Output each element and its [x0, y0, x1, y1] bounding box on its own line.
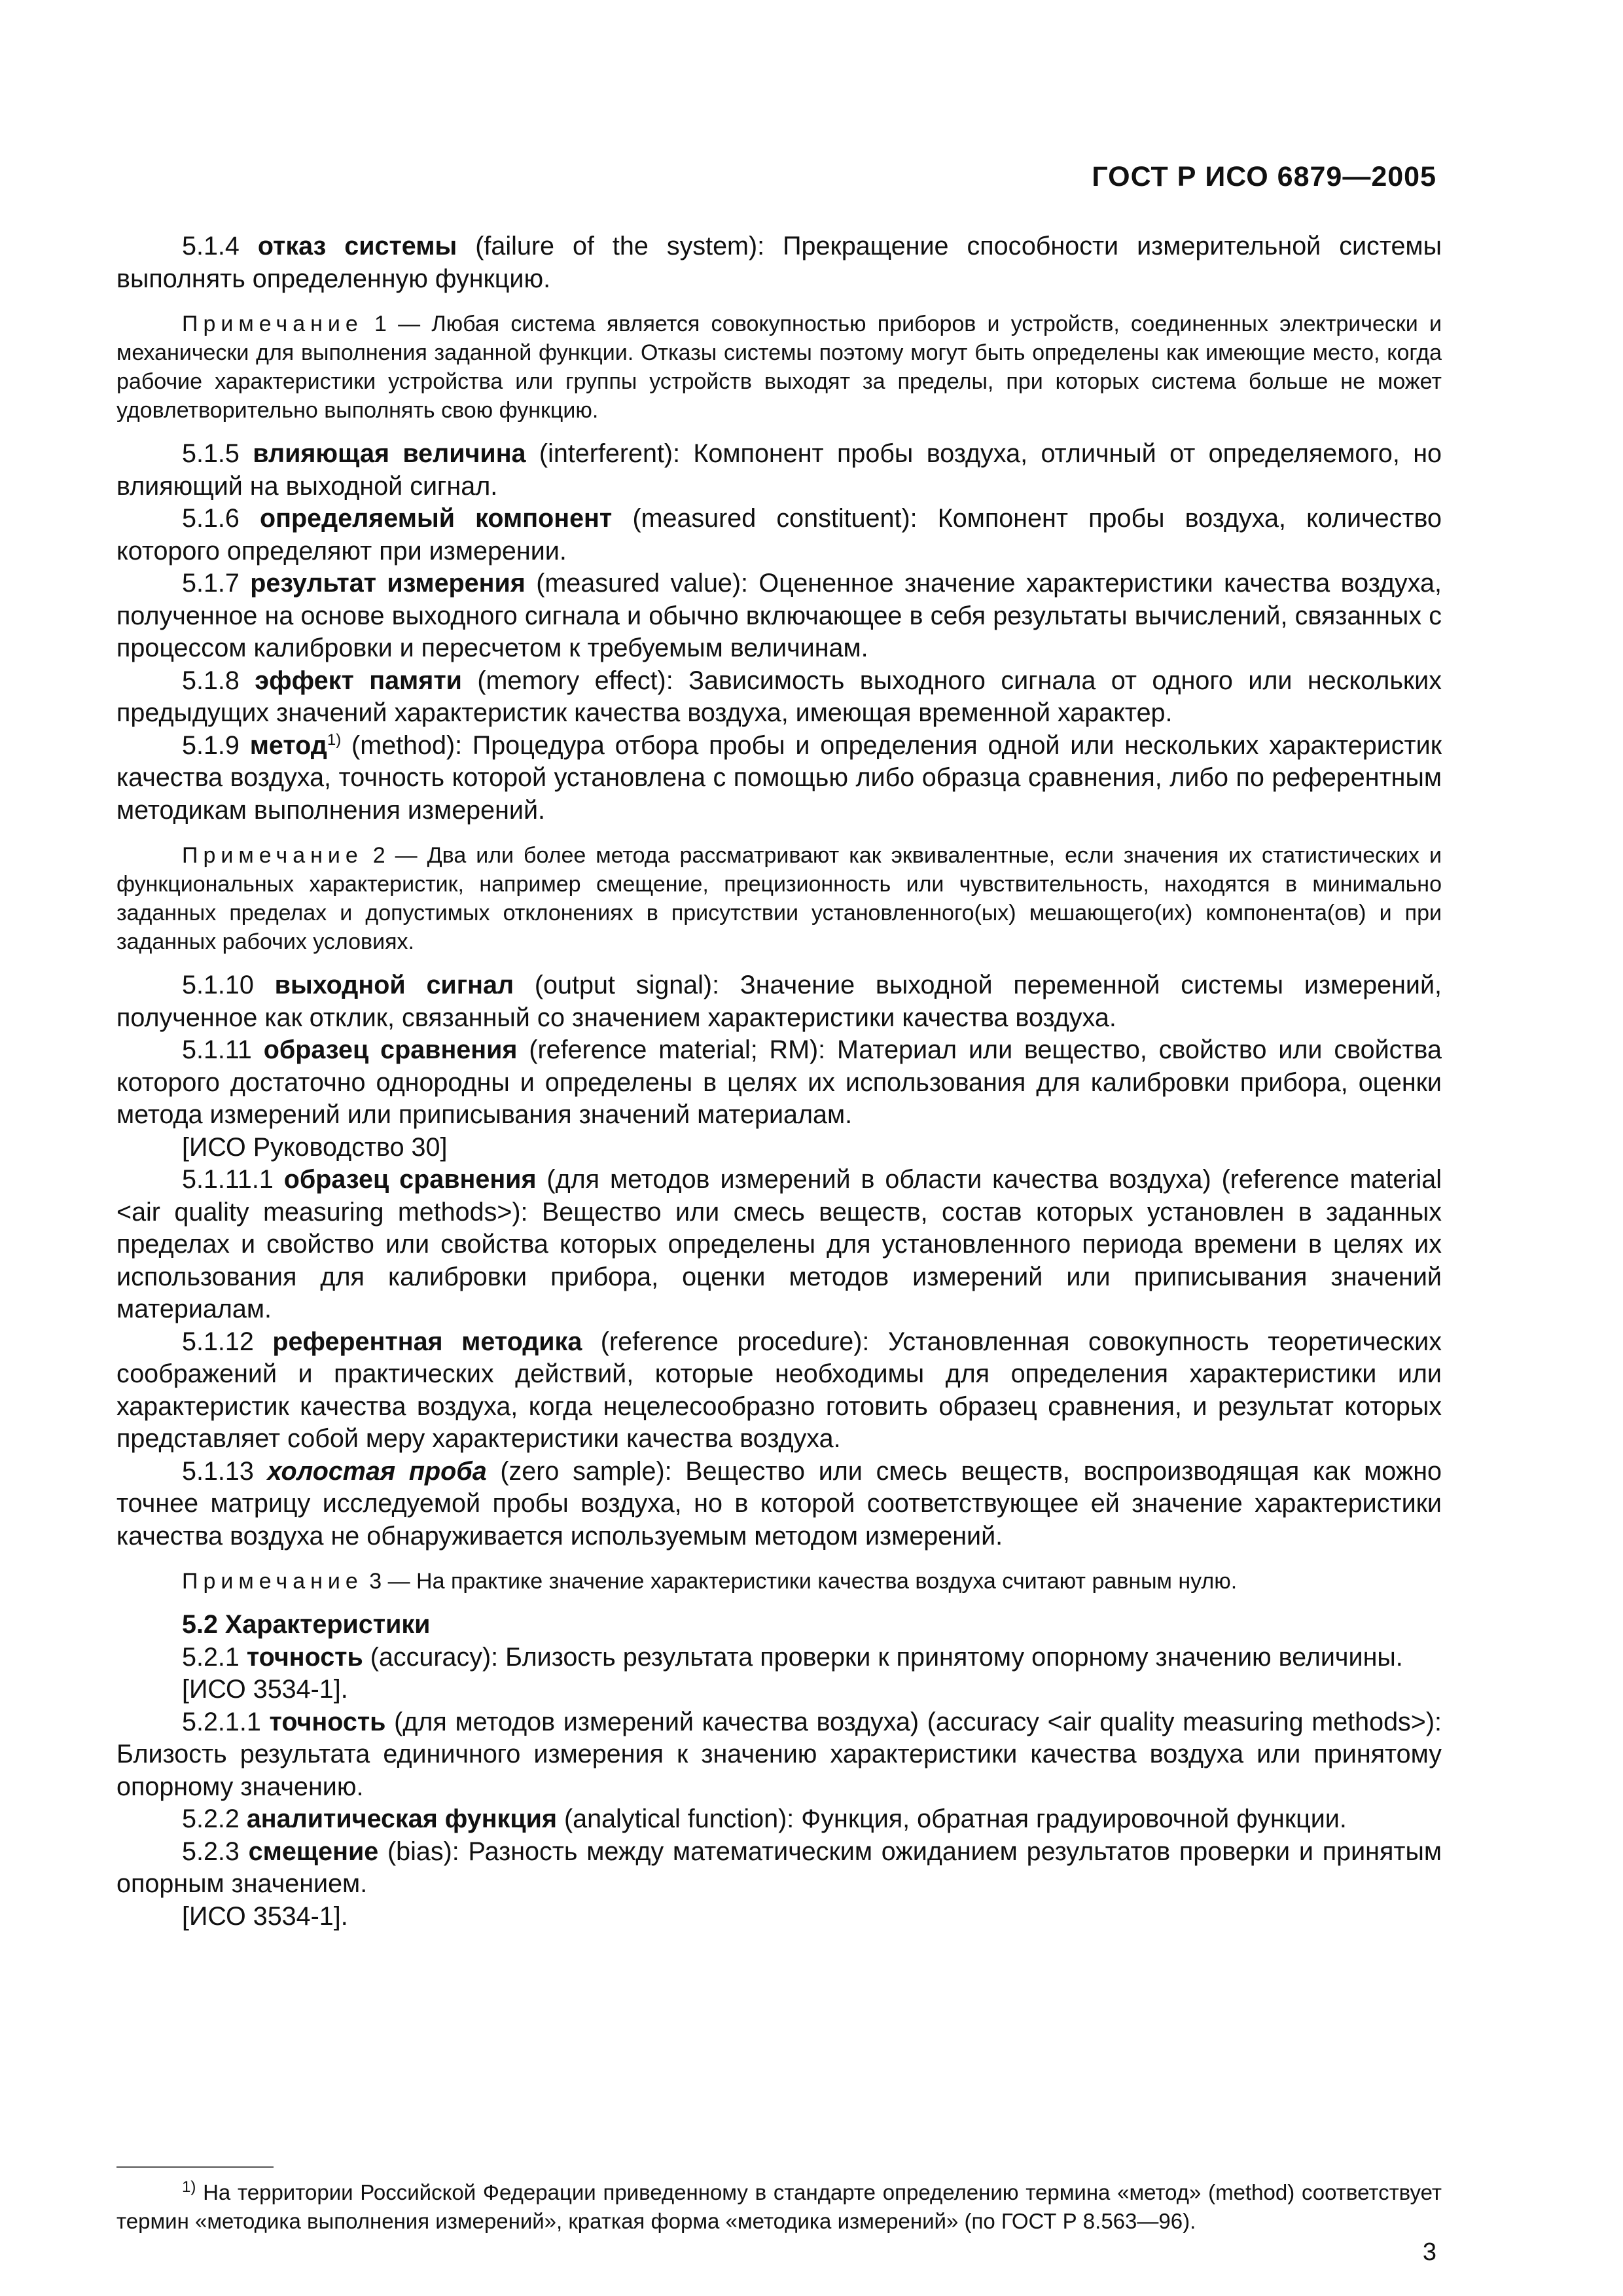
- entry-number: 5.2.1: [182, 1642, 240, 1672]
- entry-definition: (measured value): Оцененное значение характеристики качества воздуха, полученное на основе выходного сигнала и обычно включающее в себя результаты вычислений, связанных с процессом калибровки и пересчетом к требуемым величинам.: [116, 569, 1442, 662]
- entry-definition: (reference procedure): Установленная совокупность теоретических соображений и практических действий, которые необходимы для определения характеристики или характеристик качества воздуха, когда нецелесообразно готовить образец сравнения, и результат которых представляет собой меру характеристики качества воздуха.: [116, 1327, 1442, 1453]
- entry-number: 5.1.10: [182, 971, 254, 999]
- entry-definition: (analytical function): Функция, обратная градуировочной функции.: [557, 1804, 1347, 1833]
- document-header: ГОСТ Р ИСО 6879—2005: [1092, 161, 1436, 192]
- entry-definition: (interferent): Компонент пробы воздуха, отличный от определяемого, но влияющий на выходной сигнал.: [116, 439, 1442, 501]
- entry-term: отказ системы: [257, 232, 457, 260]
- entry-term: холостая проба: [267, 1456, 487, 1486]
- reference-iso-3534-1-second: [ИСО 3534-1].: [182, 1901, 348, 1931]
- entry-definition: (zero sample): Вещество или смесь веществ, воспроизводящая как можно точнее матрицу исследуемой пробы воздуха, но в которой соответствующее ей значение характеристики качества воздуха не обнаруживается используемым методом измерений.: [116, 1456, 1442, 1551]
- document-body: [116, 230, 1442, 1933]
- entry-5-2-2: [116, 1803, 1442, 1836]
- footnote-text: На территории Российской Федерации приведенному в стандарте определению термина «метод» (method) соответствует термин «методика выполнения измерений», краткая форма «методика измерений» (по ГОСТ Р 8.563—96).: [116, 2180, 1442, 2233]
- entry-number: 5.2.3: [182, 1837, 240, 1866]
- entry-5-2-1-1: [116, 1706, 1442, 1804]
- entry-definition: (для методов измерений качества воздуха) (accuracy <air quality measuring methods>): Близость результата единичного измерения к значению характеристики качества воздуха или принятому опорному значению.: [116, 1707, 1442, 1801]
- entry-definition: (method): Процедура отбора пробы и определения одной или нескольких характеристик качества воздуха, точность которой установлена с помощью либо образца сравнения, либо по референтным методикам выполнения измерений.: [116, 730, 1442, 825]
- entry-number: 5.2.2: [182, 1804, 240, 1833]
- note-1: [116, 310, 1442, 425]
- entry-term: определяемый компонент: [260, 504, 613, 533]
- entry-5-2-3: [116, 1836, 1442, 1901]
- entry-term: метод: [249, 730, 327, 760]
- entry-number: 5.1.4: [182, 232, 240, 260]
- entry-term: точность: [269, 1707, 386, 1736]
- entry-definition: (reference material; RM): Материал или вещество, свойство или свойства которого достаточно однородны и определены в целях их использования для калибровки прибора, оценки метода измерений или приписывания значений материалам.: [116, 1035, 1442, 1129]
- entry-5-1-12: [116, 1326, 1442, 1456]
- entry-term: эффект памяти: [255, 666, 462, 695]
- entry-term: образец сравнения: [283, 1165, 537, 1194]
- entry-5-1-11: [116, 1034, 1442, 1132]
- entry-5-1-9: [116, 730, 1442, 827]
- entry-definition: (failure of the system): Прекращение способности измерительной системы выполнять определенную функцию.: [116, 232, 1442, 293]
- entry-number: 5.1.6: [182, 504, 240, 533]
- entry-number: 5.1.11.1: [182, 1165, 274, 1194]
- note-label: Примечание: [182, 312, 363, 336]
- note-3: [116, 1567, 1442, 1596]
- note-text: 1 — Любая система является совокупностью приборов и устройств, соединенных электрически и механически для выполнения заданной функции. Отказы системы поэтому могут быть определены как имеющие место, когда рабочие характеристики устройства или группы устройств выходят за пределы, при которых система больше не может удовлетворительно выполнять свою функцию.: [116, 312, 1442, 423]
- entry-number: 5.1.5: [182, 439, 240, 468]
- entry-term: аналитическая функция: [246, 1804, 557, 1833]
- entry-definition: (accuracy): Близость результата проверки к принятому опорному значению величины.: [363, 1642, 1403, 1672]
- entry-number: 5.1.9: [182, 730, 240, 760]
- note-2: [116, 841, 1442, 956]
- entry-term: образец сравнения: [263, 1035, 518, 1064]
- note-text: 3 — На практике значение характеристики качества воздуха считают равным нулю.: [363, 1569, 1238, 1594]
- entry-term: точность: [246, 1642, 363, 1672]
- entry-definition: (memory effect): Зависимость выходного сигнала от одного или нескольких предыдущих значений характеристик качества воздуха, имеющая временной характер.: [116, 666, 1442, 727]
- entry-5-1-13: [116, 1456, 1442, 1553]
- entry-term: смещение: [248, 1837, 379, 1866]
- entry-5-1-4: [116, 230, 1442, 295]
- entry-definition: (bias): Разность между математическим ожиданием результатов проверки и принятым опорным значением.: [116, 1837, 1442, 1898]
- note-label: Примечание: [182, 843, 363, 868]
- page-number: 3: [1422, 2238, 1436, 2266]
- entry-5-2-1: [116, 1641, 1442, 1674]
- entry-definition: (measured constituent): Компонент пробы воздуха, количество которого определяют при измерении.: [116, 504, 1442, 565]
- entry-definition: (для методов измерений в области качества воздуха) (reference material <air quality measuring methods>): Вещество или смесь веществ, состав которых установлен в заданных пределах и свойство или свойства которых определены для установленного периода времени в целях их использования для калибровки прибора, оценки методов измерений или приписывания значений материалам.: [116, 1165, 1442, 1323]
- entry-number: 5.1.13: [182, 1456, 254, 1486]
- entry-5-1-5: [116, 438, 1442, 503]
- entry-number: 5.1.11: [182, 1035, 252, 1064]
- entry-5-1-11-1: [116, 1164, 1442, 1326]
- footnote-marker: 1): [182, 2178, 196, 2196]
- entry-5-1-7: [116, 567, 1442, 665]
- note-text: 2 — Два или более метода рассматривают как эквивалентные, если значения их статистических и функциональных характеристик, например смещение, прецизионность или чувствительность, находятся в минимально заданных пределах и допустимых отклонениях в присутствии установленного(ых) мешающего(их) компонента(ов) и при заданных рабочих условиях.: [116, 843, 1442, 954]
- note-label: Примечание: [182, 1569, 363, 1594]
- entry-number: 5.1.12: [182, 1327, 254, 1356]
- entry-number: 5.1.7: [182, 569, 240, 598]
- entry-definition: (output signal): Значение выходной переменной системы измерений, полученное как отклик, связанный со значением характеристики качества воздуха.: [116, 971, 1442, 1032]
- reference-iso-3534-1: [ИСО 3534-1].: [182, 1675, 348, 1704]
- entry-term: результат измерения: [250, 569, 526, 598]
- footnote-divider: [116, 2166, 274, 2168]
- footnote: [116, 2178, 1442, 2236]
- entry-term: выходной сигнал: [274, 971, 514, 999]
- section-heading-5-2: 5.2 Характеристики: [182, 1610, 431, 1639]
- entry-5-1-6: [116, 503, 1442, 567]
- footnote-reference: 1): [327, 730, 342, 749]
- entry-number: 5.1.8: [182, 666, 240, 695]
- entry-5-1-8: [116, 665, 1442, 730]
- entry-number: 5.2.1.1: [182, 1707, 261, 1736]
- entry-5-1-10: [116, 969, 1442, 1034]
- entry-term: референтная методика: [272, 1327, 582, 1356]
- entry-term: влияющая величина: [253, 439, 526, 468]
- reference-iso-guide-30: [ИСО Руководство 30]: [182, 1132, 448, 1162]
